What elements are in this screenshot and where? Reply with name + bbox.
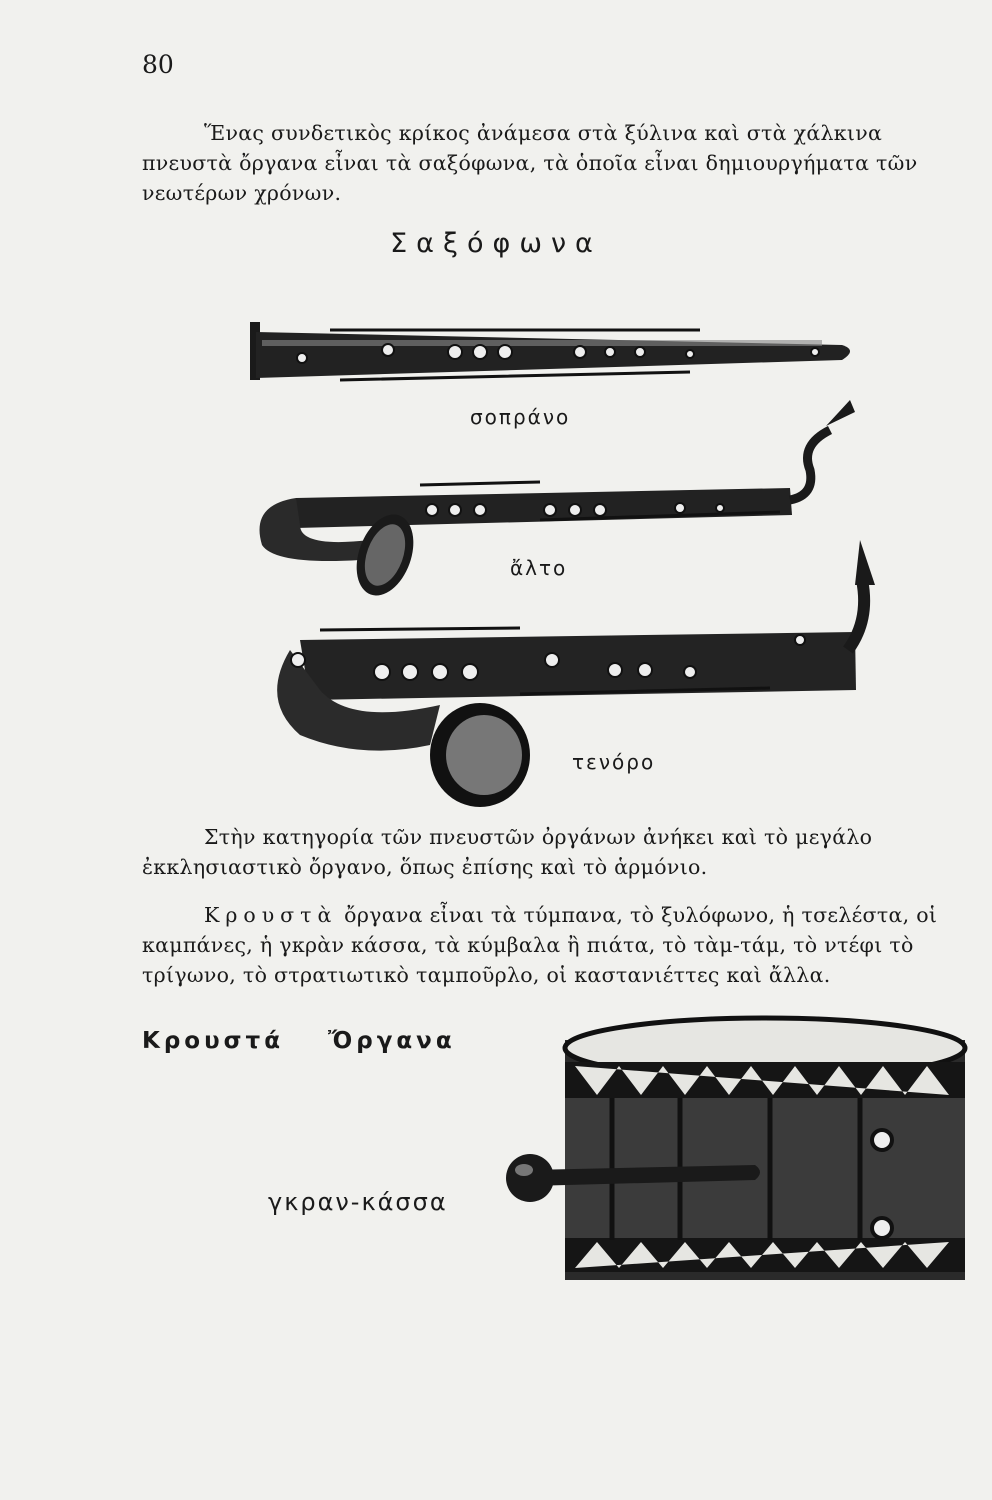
tenor-label: τενόρο <box>572 750 656 774</box>
bass-drum-illustration <box>506 1018 965 1280</box>
bass-drum-label: γκραν-κάσσα <box>268 1188 448 1216</box>
percussion-heading-word2: Ὄργανα <box>328 1028 456 1054</box>
alto-label: ἄλτο <box>510 556 568 580</box>
organ-paragraph: Στὴν κατηγορία τῶν πνευστῶν ὀργάνων ἀνήκει καὶ τὸ μεγάλο ἐκκλησιαστικὸ ὄργανο, ὅπως ἐπίσης καὶ τὸ ἁρμόνιο. <box>142 825 873 879</box>
intro-paragraph: Ἕνας συνδετικὸς κρίκος ἀνάμεσα στὰ ξύλινα καὶ στὰ χάλκινα πνευστὰ ὄργανα εἶναι τὰ σαξόφωνα, τὰ ὁποῖα εἶναι δημιουργήματα τῶν νεωτέρων χρόνων. <box>142 121 918 205</box>
percussion-lead-word: Κρουστὰ <box>204 903 338 927</box>
soprano-saxophone-illustration <box>250 322 850 380</box>
percussion-heading-word1: Κρουστά <box>142 1028 285 1054</box>
percussion-paragraph <box>142 900 962 990</box>
saxophones-heading: Σαξόφωνα <box>390 228 602 259</box>
percussion-paragraph-rest: ὄργανα εἶναι τὰ τύμπανα, τὸ ξυλόφωνο, ἡ τσελέστα, οἱ καμπάνες, ἡ γκρὰν κάσσα, τὰ κύμβαλα ἢ πιάτα, τὸ τὰμ-τάμ, τὸ ντέφι τὸ τρίγωνο, τὸ στρατιωτικὸ ταμποῦρλο, οἱ καστανιέττες καὶ ἄλλα. <box>142 903 938 987</box>
percussion-heading <box>142 1028 456 1054</box>
soprano-label: σοπράνο <box>470 405 571 429</box>
page-number: 80 <box>142 50 174 79</box>
